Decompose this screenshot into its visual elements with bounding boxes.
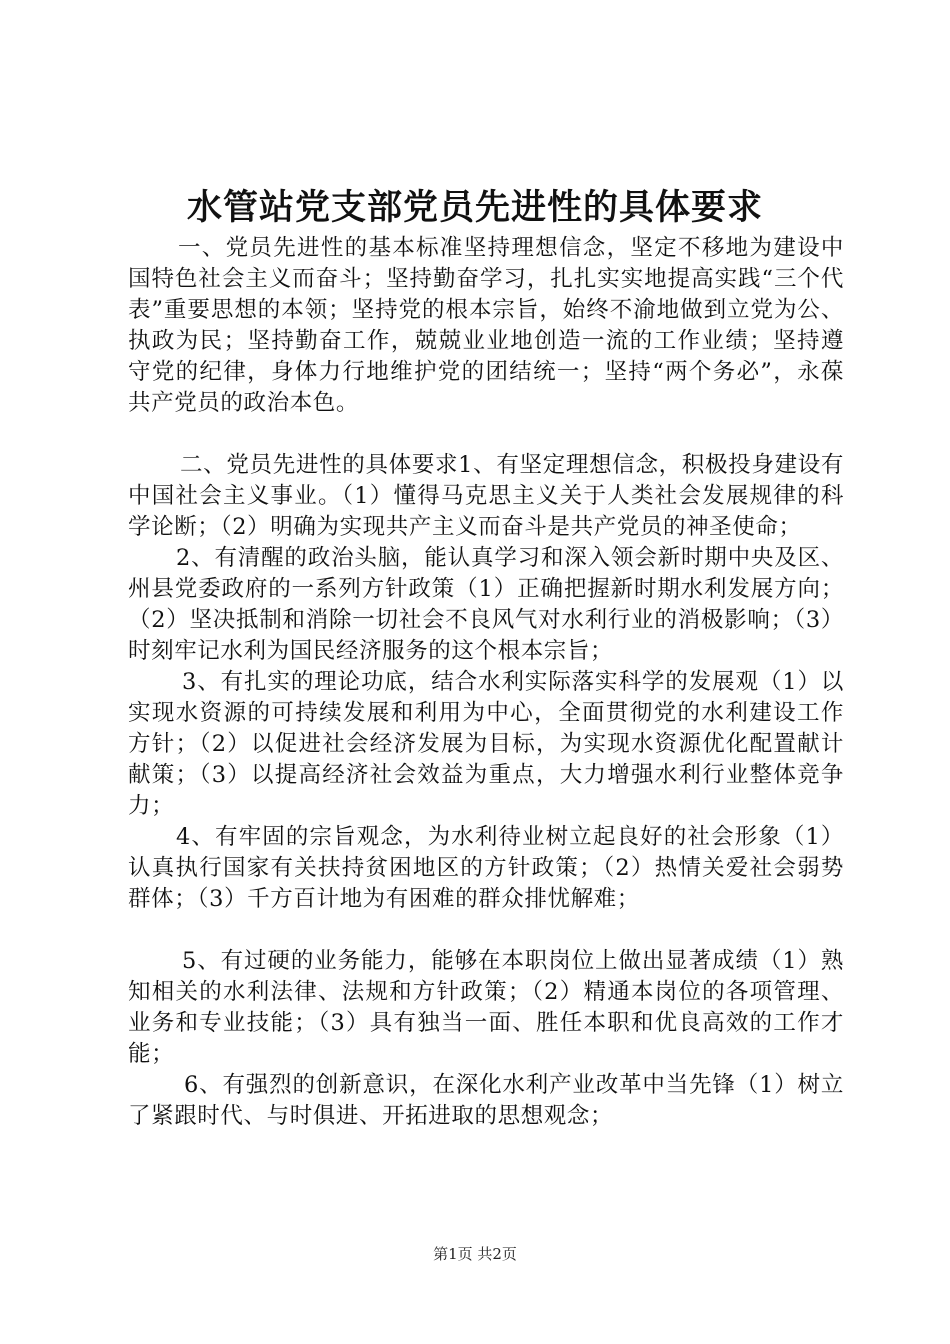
document-title: 水管站党支部党员先进性的具体要求 bbox=[186, 187, 763, 228]
paragraph-item-2: 2、有清醒的政治头脑，能认真学习和深入领会新时期中央及区、州县党委政府的一系列方针政策（1）正确把握新时期水利发展方向；（2）坚决抵制和消除一切社会不良风气对水利行业的消极影响；（3）时刻牢记水利为国民经济服务的这个根本宗旨； bbox=[128, 545, 844, 664]
paragraph-item-6: 6、有强烈的创新意识，在深化水利产业改革中当先锋（1）树立了紧跟时代、与时俱进、开拓进取的思想观念； bbox=[128, 1072, 844, 1129]
document-body bbox=[128, 233, 844, 1132]
paragraph-basic-standard: 一、党员先进性的基本标准坚持理想信念，坚定不移地为建设中国特色社会主义而奋斗；坚持勤奋学习，扎扎实实地提高实践“三个代表”重要思想的本领；坚持党的根本宗旨，始终不渝地做到立党为公、执政为民；坚持勤奋工作，兢兢业业地创造一流的工作业绩；坚持遵守党的纪律，身体力行地维护党的团结统一；坚持“两个务必”，永葆共产党员的政治本色。 bbox=[128, 235, 844, 416]
paragraph-item-5: 5、有过硬的业务能力，能够在本职岗位上做出显著成绩（1）熟知相关的水利法律、法规和方针政策；（2）精通本岗位的各项管理、业务和专业技能；（3）具有独当一面、胜任本职和优良高效的工作才能； bbox=[128, 948, 844, 1067]
paragraph-item-3: 3、有扎实的理论功底，结合水利实际落实科学的发展观（1）以实现水资源的可持续发展和利用为中心，全面贯彻党的水利建设工作方针；（2）以促进社会经济发展为目标，为实现水资源优化配置献计献策；（3）以提高经济社会效益为重点，大力增强水利行业整体竞争力； bbox=[128, 669, 844, 819]
page-number-footer: 第1页 共2页 bbox=[433, 1245, 517, 1263]
paragraph-item-4: 4、有牢固的宗旨观念，为水利待业树立起良好的社会形象（1）认真执行国家有关扶持贫困地区的方针政策；（2）热情关爱社会弱势群体；（3）千方百计地为有困难的群众排忧解难； bbox=[128, 824, 844, 912]
paragraph-specific-requirements: 二、党员先进性的具体要求1、有坚定理想信念，积极投身建设有中国社会主义事业。（1）懂得马克思主义关于人类社会发展规律的科学论断；（2）明确为实现共产主义而奋斗是共产党员的神圣使命； bbox=[128, 452, 844, 540]
